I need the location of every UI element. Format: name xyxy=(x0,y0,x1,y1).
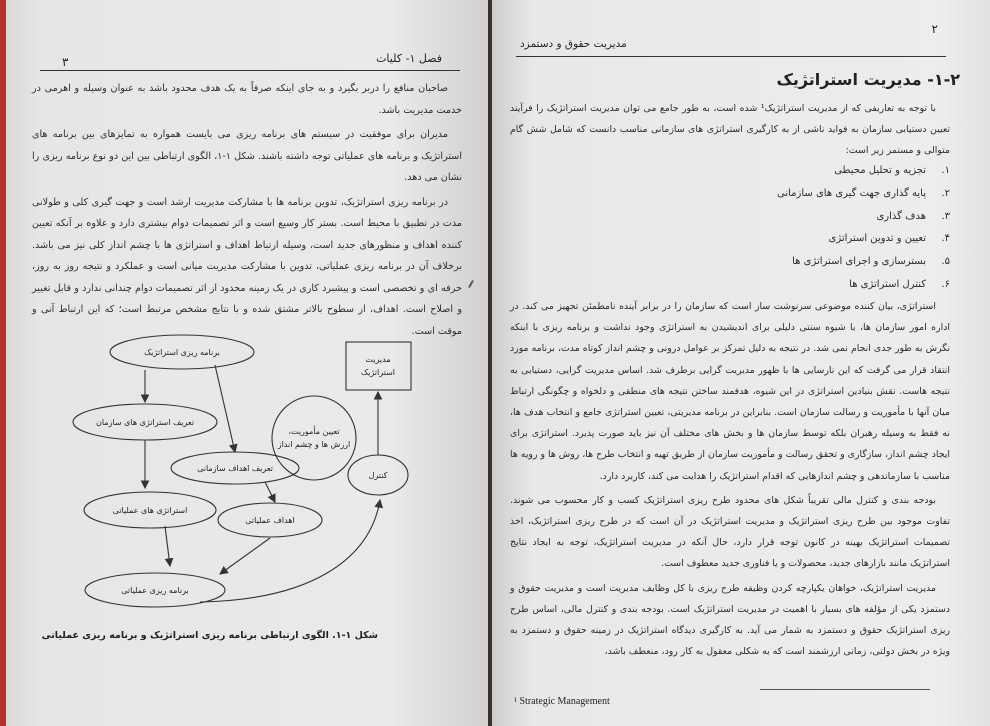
left-page xyxy=(0,0,490,726)
figure-caption: شکل ۱-۱. الگوی ارتباطی برنامه ریزی استراتژیک و برنامه ریزی عملیاتی xyxy=(41,630,378,641)
arrow xyxy=(265,482,275,502)
list-item: ۱.تجزیه و تحلیل محیطی xyxy=(834,165,950,176)
pen-mark xyxy=(468,280,474,288)
right-running-header: مدیریت حقوق و دستمزد xyxy=(520,38,627,50)
left-page-number: ۳ xyxy=(62,55,69,69)
right-page-number: ۲ xyxy=(931,22,938,36)
label-org-goals: تعریف اهداف سازمانی xyxy=(197,464,273,473)
right-page xyxy=(492,0,990,726)
label-org-strategies: تعریف استراتژی های سازمان xyxy=(95,418,195,427)
book-edge xyxy=(0,0,6,726)
list-item: ۳.هدف گذاری xyxy=(876,210,950,222)
strategic-management-box xyxy=(346,342,411,390)
footnote-rule xyxy=(760,689,930,690)
planning-relationship-diagram xyxy=(70,330,450,630)
label-operational-planning: برنامه ریزی عملیاتی xyxy=(121,586,189,595)
label-strategic-management-1: مدیریت xyxy=(365,355,391,364)
paragraph: صاحبان منافع را دربر بگیرد و به جای اینکه صرفاً به یک هدف محدود باشد به عنوان وسیله و اهرمی در خدمت مدیریت باشد. xyxy=(32,83,462,116)
footnote: ¹ Strategic Management xyxy=(514,696,610,707)
left-body-text xyxy=(32,78,462,345)
right-header-rule xyxy=(516,56,946,57)
left-header-rule xyxy=(40,70,460,71)
paragraph: با توجه به تعاریفی که از مدیریت استراتژیک¹ شده است، به طور جامع می توان مدیریت استراتژیک را فرآیند تعیین دستیابی سازمان به فواید ناشی از به کارگیری استراتژی های سازمانی مناسب دانست که شامل شش گام متوالی و مستمر زیر است: xyxy=(510,103,950,157)
list-item: ۵.بسترسازی و اجرای استراتژی ها xyxy=(792,256,950,268)
list-item: ۶.کنترل استراتژی ها xyxy=(849,278,950,290)
label-strategic-management-2: استراتژیک xyxy=(360,368,396,377)
mission-node xyxy=(272,396,356,480)
right-body-text xyxy=(510,296,950,665)
label-mission-1: تعیین مأموریت، xyxy=(288,427,340,436)
arrow xyxy=(220,538,270,574)
intro-text xyxy=(510,98,950,165)
list-item: ۲.پایه گذاری جهت گیری های سازمانی xyxy=(777,187,950,199)
list-item: ۴.تعیین و تدوین استراتژی xyxy=(828,233,950,245)
paragraph: بودجه بندی و کنترل مالی تقریباً شکل های محدود طرح ریزی استراتژیک کسب و کار محسوب می شوند. تفاوت موجود بین طرح ریزی استراتژیک و مدیریت استراتژیک در آن است که در طرح ریزی استراتژیک، اخذ تصمیمات استراتژیک بهینه در کانون توجه قرار دارد، حال آنکه در مدیریت استراتژیک، توجه به ایجاد نتایج استراتژیک مانند بازارهای جدید، محصولات و یا فناوری جدید معطوف است. xyxy=(510,494,950,570)
paragraph: در برنامه ریزی استراتژیک، تدوین برنامه ها با مشارکت مدیریت ارشد است و جهت گیری کلی و طولانی مدت در تطبیق با محیط است. بستر کار وسیع است و اثر تصمیمات دوام بیشتری دارد و علاوه بر آنکه تعیین کننده اهداف و منظورهای جدید است، وسیله ارتباط اهداف و استراتژی ها با چشم انداز کلی نیز می باشد. برخلاف آن در برنامه ریزی عملیاتی، تدوین با مشارکت مدیریت میانی است و عملکرد و نتیجه روز به روز، حرفه ای و تخصصی است و پیشبرد کاری در یک زمینه محدود از اثر تصمیمات دوام چندانی ندارد و قابل تغییر و اصلاح است. اهداف، از سطوح بالاتر مشتق شده و با نتایج مشخص مرتبط است؛ که این ارتباط آنی و موقت است. xyxy=(32,196,462,337)
paragraph: مدیران برای موفقیت در سیستم های برنامه ریزی می بایست همواره به تمایزهای بین برنامه های استراتژیک و برنامه های عملیاتی توجه داشته باشند. شکل ۱-۱، الگوی ارتباطی بین این دو نوع برنامه ریزی را نشان می دهد. xyxy=(32,129,462,183)
label-strategic-planning: برنامه ریزی استراتژیک xyxy=(144,348,220,357)
label-operational-goals: اهداف عملیاتی xyxy=(245,516,295,525)
section-title: ۱-۲- مدیریت استراتژیک xyxy=(776,70,960,89)
arrow xyxy=(165,526,170,566)
left-running-header: فصل ۱- کلیات xyxy=(376,52,442,65)
paragraph: استراتژی، بیان کننده موضوعی سرنوشت ساز است که سازمان را در برابر آینده نامطمئن تجهیز می کند. در اداره امور سازمان ها، با شیوه سنتی دلیلی برای اندیشیدن به استراتژی وجود نداشت و برنامه ریزی با اینکه نگرش به طور جدی انجام نمی شد. در نتیجه به دلیل تمرکز بر عوامل درونی و چشم انداز کوتاه مدت، برنامه مورد انتقاد قرار می گرفت که این نارسایی ها با ظهور مدیریت گرایی برطرف شد. اساس مدیریت گرایی، دستیابی به نتیجه هاست. نقش بنیادین استراتژی در این شیوه، هدفمند ساختن نتیجه های منطقی و دلخواه و چگونگی ارتباط میان آنها با مأموریت و رسالت سازمان است. بنابراین در برنامه مدیریتی، تعیین استراتژی جامع و انتخاب هدف ها، نه فقط به وسیله رهبران بلکه توسط سازمان ها و بخش های مختلف آن نیز باید صورت پذیرد. استراتژی برای ایجاد چشم انداز، سازگاری و تحقق رسالت و مأموریت سازمان از طریق تهیه و انتخاب طرح ها، روش ها و رویه ها مناسب با سازماندهی و چشم اندازهایی که اقدام استراتژیک را هدایت می کند، کاربرد دارد. xyxy=(510,301,950,482)
label-mission-2: ارزش ها و چشم انداز xyxy=(277,440,351,449)
strategic-steps-list xyxy=(650,160,950,297)
label-operational-strategies: استراتژی های عملیاتی xyxy=(112,506,188,515)
paragraph: مدیریت استراتژیک، خواهان یکپارچه کردن وظیفه طرح ریزی با کل وظایف مدیریت است و مدیریت حقوق و دستمزد یکی از مؤلفه های بسیار با اهمیت در مدیریت استراتژیک است. بودجه بندی و کنترل مالی، اساس طرح ریزی استراتژیک حقوق و دستمزد به شمار می آید. به کارگیری دیدگاه استراتژیک در زمینه حقوق و دستمزد به ویژه در بخش دولتی، زمانی ارزشمند است که به شکلی معقول به کار رود، منعطف باشد، xyxy=(510,582,950,658)
arrow xyxy=(215,365,235,452)
label-control: کنترل xyxy=(368,471,388,480)
